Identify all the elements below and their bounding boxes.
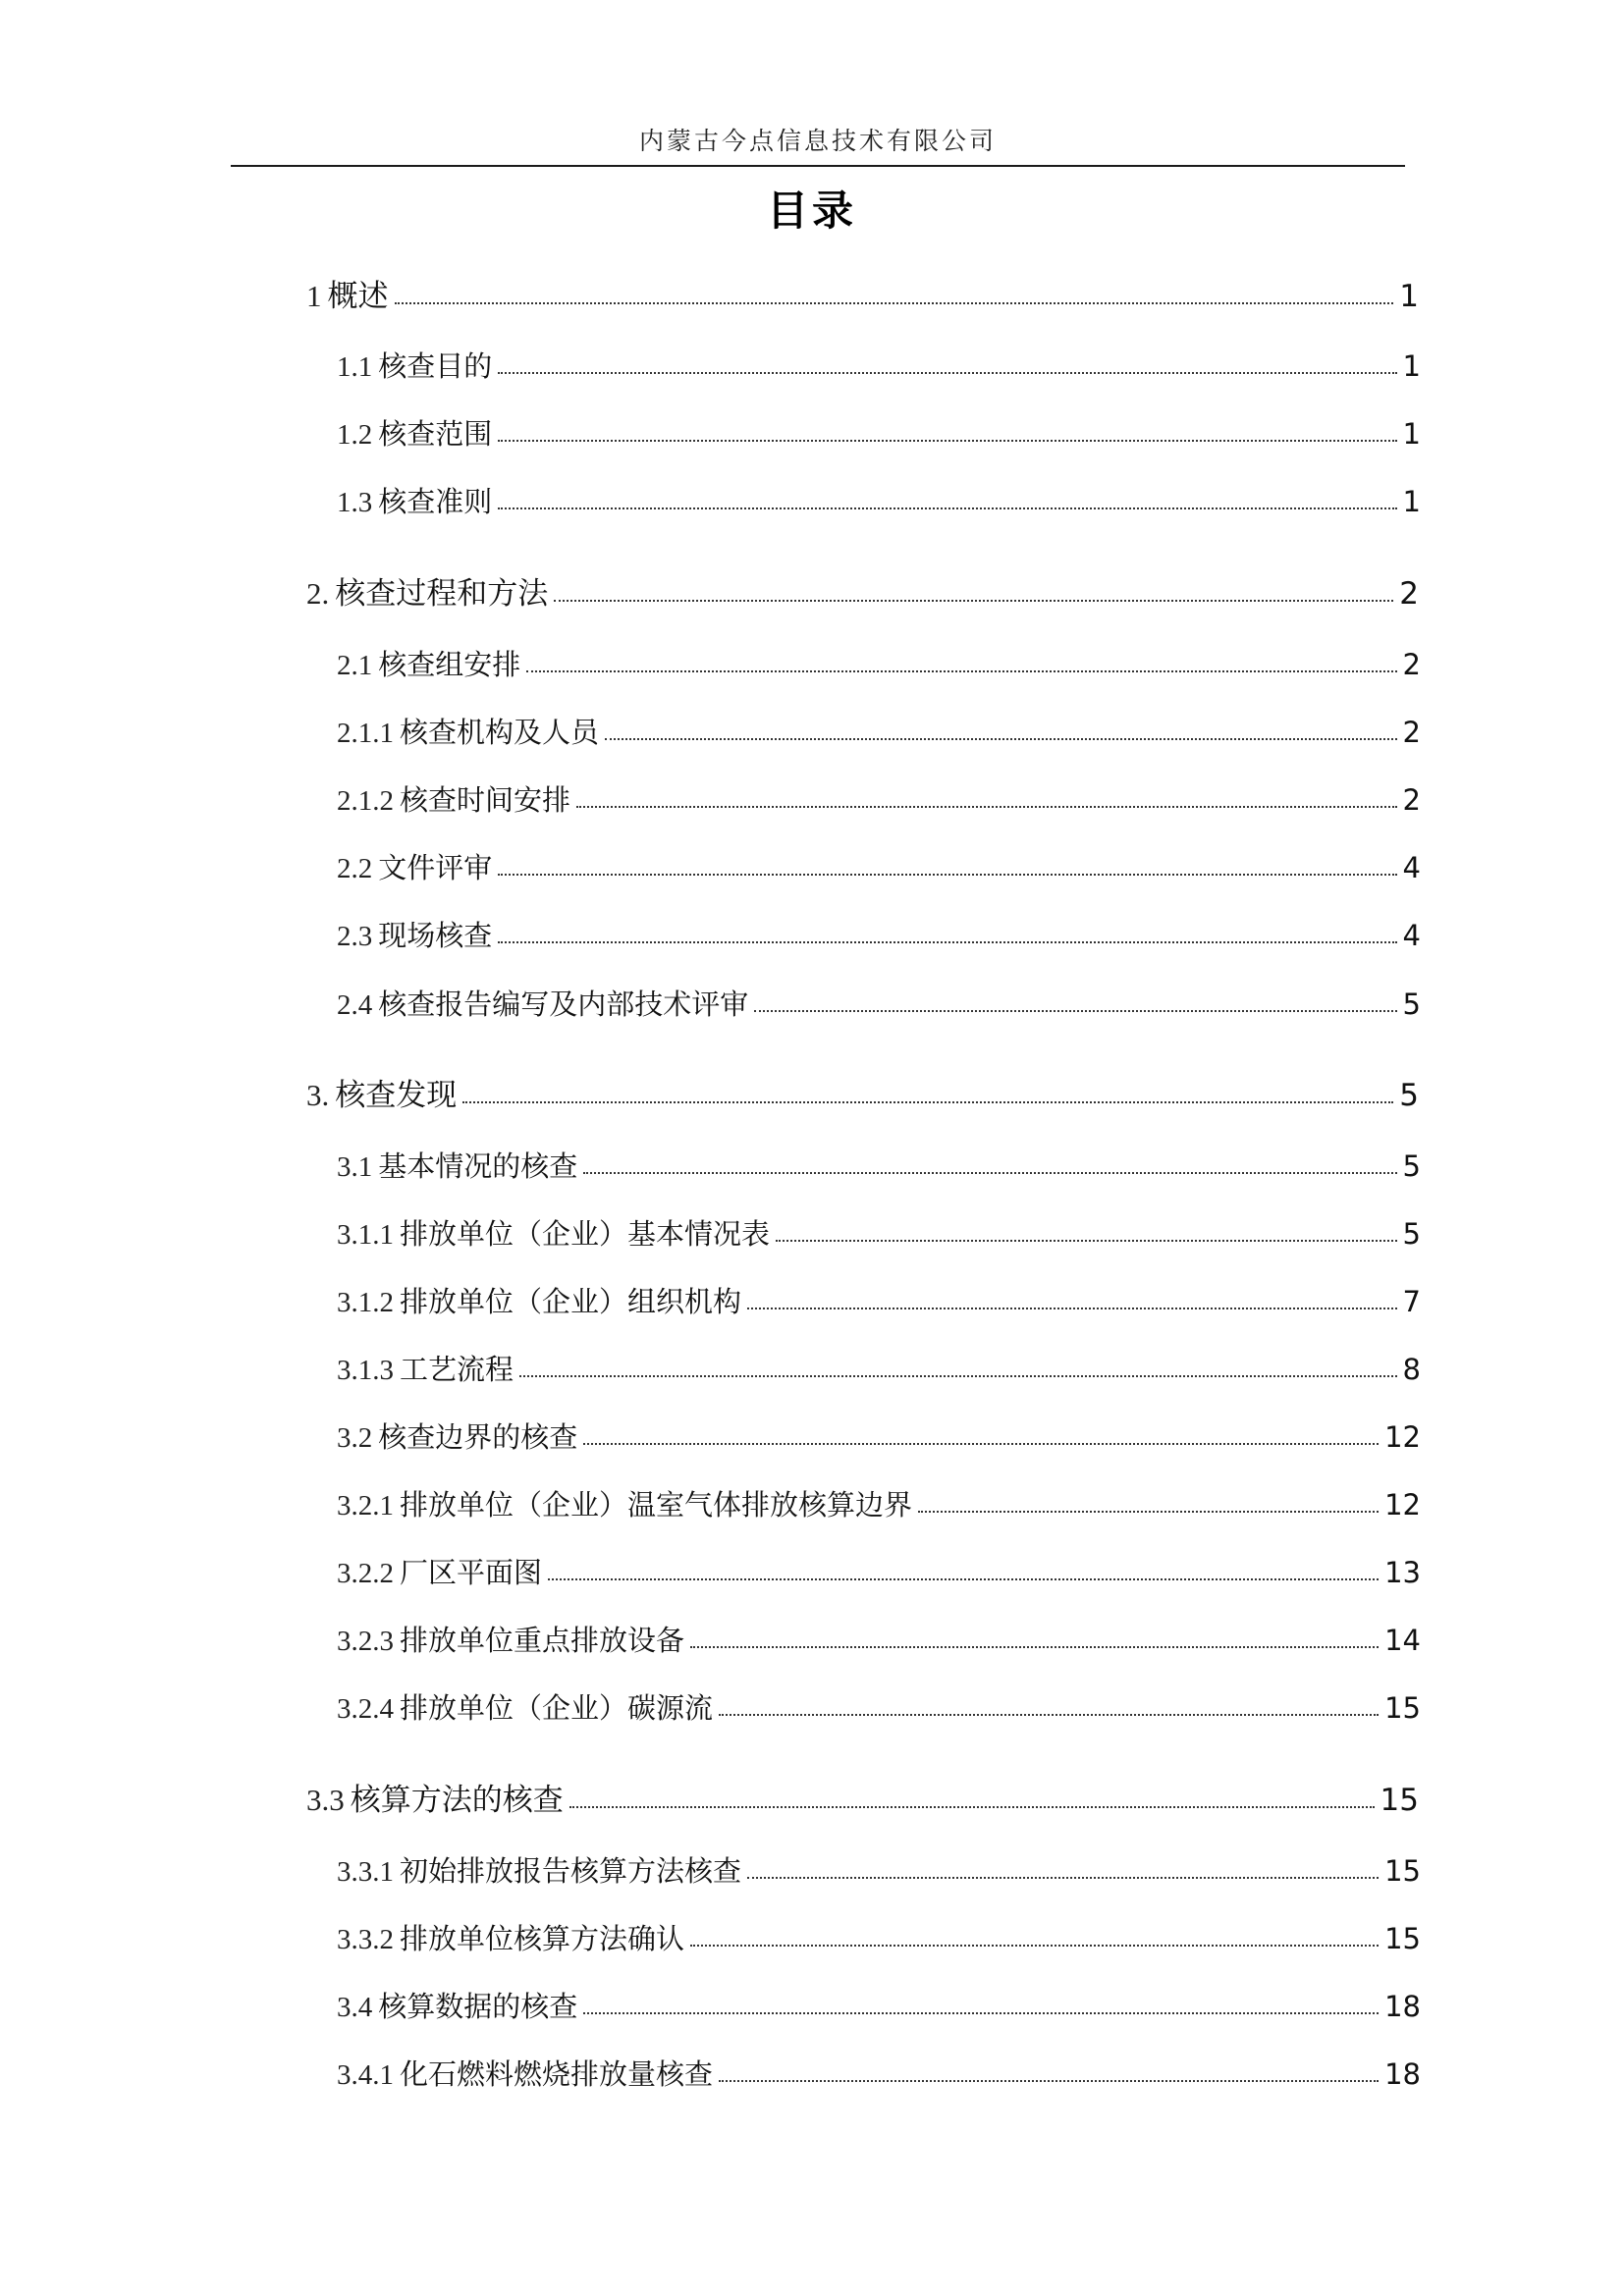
toc-entry-number: 3.2.1 [337, 1490, 394, 1522]
toc-entry-number: 1.2 [337, 419, 373, 451]
toc-entry-number: 3.3.2 [337, 1924, 394, 1955]
toc-entry-title: 核算数据的核查 [378, 1990, 578, 2023]
toc-entry-page-number: 1 [1402, 349, 1421, 383]
toc-entry-number: 3.3.1 [337, 1856, 394, 1888]
toc-entry[interactable] [306, 574, 1419, 614]
toc-entry-number: 1.3 [337, 487, 373, 518]
toc-entry-title: 核查时间安排 [400, 783, 571, 817]
toc-entry-title: 排放单位（企业）基本情况表 [400, 1217, 771, 1251]
toc-entry-page-number: 15 [1380, 1783, 1419, 1818]
page-title: 目录 [766, 187, 857, 235]
toc-entry[interactable] [337, 1282, 1421, 1321]
toc-entry-page-number: 18 [1384, 2057, 1421, 2091]
toc-entry-page-number: 5 [1402, 1149, 1421, 1183]
toc-dot-leader [554, 599, 1393, 602]
toc-entry-number: 3.1.1 [337, 1219, 394, 1251]
toc-entry-page-number: 5 [1399, 1078, 1419, 1113]
toc-entry-page-number: 2 [1402, 648, 1421, 681]
toc-entry[interactable] [337, 1621, 1421, 1660]
toc-entry[interactable] [337, 1553, 1421, 1592]
toc-entry[interactable] [306, 1076, 1419, 1115]
toc-entry-title: 文件评审 [378, 851, 493, 884]
toc-entry-title: 核查组安排 [378, 648, 521, 681]
toc-entry[interactable] [337, 1350, 1421, 1389]
toc-entry-title: 排放单位核算方法确认 [400, 1922, 685, 1955]
toc-entry-title: 工艺流程 [400, 1353, 514, 1386]
toc-dot-leader [719, 1713, 1379, 1716]
toc-entry[interactable] [337, 1214, 1421, 1254]
header-company-name: 内蒙古今点信息技术有限公司 [638, 127, 997, 155]
toc-entry[interactable] [337, 916, 1421, 955]
toc-entry-number: 3.1 [337, 1151, 373, 1183]
toc-entry-number: 2. [306, 576, 330, 611]
toc-entry-title: 核查目的 [378, 349, 493, 383]
toc-entry-number: 3.2 [337, 1422, 373, 1454]
toc-entry[interactable] [337, 1851, 1421, 1891]
toc-entry-page-number: 5 [1402, 1217, 1421, 1251]
toc-dot-leader [719, 2079, 1379, 2082]
toc-entry-page-number: 15 [1384, 1922, 1421, 1955]
toc-entry-page-number: 2 [1402, 783, 1421, 817]
toc-entry-page-number: 4 [1402, 919, 1421, 952]
toc-entry-page-number: 15 [1384, 1691, 1421, 1725]
toc-entry[interactable] [337, 1417, 1421, 1457]
toc-entry-page-number: 14 [1384, 1624, 1421, 1657]
toc-entry[interactable] [337, 482, 1421, 521]
toc-dot-leader [747, 1307, 1397, 1309]
toc-entry-title: 排放单位（企业）温室气体排放核算边界 [400, 1488, 913, 1522]
toc-entry-number: 2.3 [337, 921, 373, 952]
toc-entry-title: 基本情况的核查 [378, 1149, 578, 1183]
toc-entry[interactable] [337, 2055, 1421, 2094]
toc-dot-leader [462, 1100, 1393, 1103]
toc-dot-leader [576, 805, 1397, 808]
toc-entry-title: 厂区平面图 [400, 1556, 543, 1589]
toc-dot-leader [583, 2011, 1379, 2014]
toc-dot-leader [776, 1239, 1397, 1242]
toc-entry-title: 核查范围 [378, 417, 493, 451]
toc-dot-leader [747, 1876, 1379, 1879]
toc-dot-leader [583, 1171, 1396, 1174]
toc-entry-title: 化石燃料燃烧排放量核查 [400, 2057, 714, 2091]
toc-entry-title: 排放单位（企业）碳源流 [400, 1691, 714, 1725]
toc-entry[interactable] [337, 985, 1421, 1024]
toc-entry-number: 1 [306, 279, 322, 313]
toc-entry-page-number: 2 [1399, 576, 1419, 612]
toc-dot-leader [395, 301, 1394, 304]
toc-entry-page-number: 1 [1399, 279, 1419, 314]
toc-dot-leader [498, 439, 1396, 442]
toc-dot-leader [548, 1577, 1379, 1580]
toc-entry-page-number: 2 [1402, 716, 1421, 749]
toc-entry-number: 3.2.4 [337, 1693, 394, 1725]
toc-dot-leader [526, 669, 1396, 672]
toc-entry-title: 核算方法的核查 [350, 1783, 564, 1818]
toc-entry[interactable] [306, 277, 1419, 316]
toc-dot-leader [498, 940, 1396, 943]
toc-entry[interactable] [337, 347, 1421, 386]
toc-entry-number: 3.2.3 [337, 1626, 394, 1657]
toc-dot-leader [918, 1510, 1379, 1513]
toc-entry-title: 核查机构及人员 [400, 716, 600, 749]
toc-entry[interactable] [337, 645, 1421, 684]
toc-entry-page-number: 12 [1384, 1420, 1421, 1454]
toc-entry-title: 核查准则 [378, 485, 493, 518]
toc-entry-title: 排放单位（企业）组织机构 [400, 1285, 742, 1318]
toc-entry-number: 2.1 [337, 650, 373, 681]
toc-entry-title: 核查过程和方法 [335, 576, 549, 612]
toc-entry[interactable] [337, 848, 1421, 887]
toc-entry[interactable] [337, 1147, 1421, 1186]
toc-dot-leader [690, 1944, 1379, 1947]
toc-entry-page-number: 12 [1384, 1488, 1421, 1522]
toc-entry[interactable] [337, 1919, 1421, 1958]
toc-dot-leader [498, 507, 1396, 509]
toc-entry[interactable] [306, 1781, 1419, 1820]
toc-entry-title: 核查报告编写及内部技术评审 [378, 988, 749, 1021]
toc-entry[interactable] [337, 1688, 1421, 1728]
toc-entry-number: 2.2 [337, 853, 373, 884]
toc-entry-page-number: 7 [1402, 1285, 1421, 1318]
toc-entry-page-number: 13 [1384, 1556, 1421, 1589]
toc-entry-title: 初始排放报告核算方法核查 [400, 1854, 742, 1888]
toc-entry[interactable] [337, 1987, 1421, 2026]
toc-entry-page-number: 5 [1402, 988, 1421, 1021]
toc-entry-number: 2.1.2 [337, 785, 394, 817]
toc-entry[interactable] [337, 1485, 1421, 1524]
toc-entry-number: 2.4 [337, 989, 373, 1021]
toc-entry-number: 3.2.2 [337, 1558, 394, 1589]
toc-entry-number: 3. [306, 1078, 330, 1112]
toc-entry-number: 2.1.1 [337, 718, 394, 749]
toc-entry-title: 核查发现 [335, 1078, 458, 1113]
toc-entry-title: 现场核查 [378, 919, 493, 952]
toc-entry-number: 3.3 [306, 1783, 345, 1817]
toc-entry-title: 概述 [327, 279, 389, 314]
toc-dot-leader [754, 1009, 1396, 1012]
toc-dot-leader [605, 737, 1397, 740]
toc-dot-leader [519, 1374, 1397, 1377]
toc-entry-number: 3.4.1 [337, 2059, 394, 2091]
toc-dot-leader [690, 1645, 1379, 1648]
toc-entry-number: 1.1 [337, 351, 373, 383]
toc-entry-number: 3.1.3 [337, 1355, 394, 1386]
toc-entry-page-number: 4 [1402, 851, 1421, 884]
toc-dot-leader [569, 1805, 1375, 1808]
toc-entry[interactable] [337, 713, 1421, 752]
toc-entry[interactable] [337, 414, 1421, 454]
toc-entry-page-number: 15 [1384, 1854, 1421, 1888]
toc-dot-leader [498, 873, 1396, 876]
toc-entry-number: 3.1.2 [337, 1287, 394, 1318]
toc-entry[interactable] [337, 780, 1421, 820]
toc-dot-leader [498, 371, 1396, 374]
toc-entry-page-number: 18 [1384, 1990, 1421, 2023]
toc-dot-leader [583, 1442, 1379, 1445]
toc-entry-title: 核查边界的核查 [378, 1420, 578, 1454]
toc-entry-page-number: 8 [1402, 1353, 1421, 1386]
toc-entry-page-number: 1 [1402, 485, 1421, 518]
toc-entry-number: 3.4 [337, 1992, 373, 2023]
toc-entry-title: 排放单位重点排放设备 [400, 1624, 685, 1657]
toc-entry-page-number: 1 [1402, 417, 1421, 451]
